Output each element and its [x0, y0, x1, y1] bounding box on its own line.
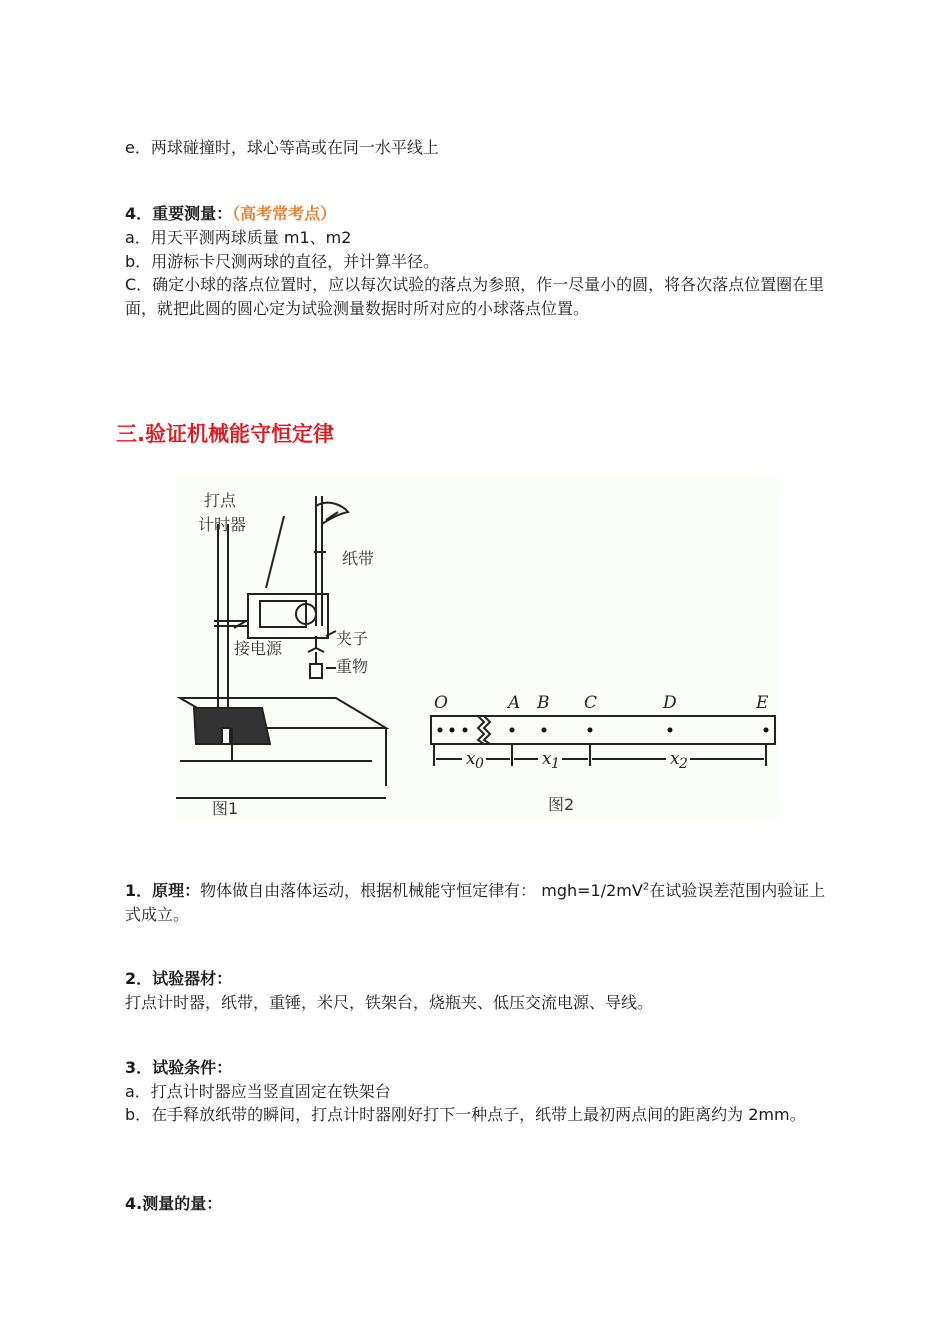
clip-label: 夹子 [336, 629, 369, 648]
principle-paragraph [125, 879, 830, 927]
x1-label: x [542, 749, 552, 769]
point-A: A [508, 693, 521, 713]
point-O: O [434, 693, 448, 713]
section3-heading: 三.验证机械能守恒定律 [116, 422, 334, 446]
conditions-title: 3．试验条件： [125, 1058, 233, 1077]
section4-item-a: a．用天平测两球质量 m1、m2 [125, 228, 352, 247]
x1-subscript: 1 [551, 756, 560, 772]
section4-tag: （高考常考点） [232, 204, 337, 223]
figure-svg [176, 476, 778, 820]
principle-title: 1．原理： [125, 881, 201, 900]
timer-label-2: 计时器 [198, 515, 247, 534]
principle-text: 物体做自由落体运动，根据机械能守恒定律有： mgh=1/2mV [200, 881, 643, 900]
equipment-text: 打点计时器，纸带，重锤，米尺，铁架台，烧瓶夹、低压交流电源、导线。 [125, 993, 654, 1012]
principle-superscript: 2 [642, 881, 650, 893]
fig1-caption: 图1 [212, 799, 239, 818]
point-E: E [756, 693, 769, 713]
experiment-figure [176, 476, 778, 820]
conditions-item-b: b．在手释放纸带的瞬间，打点计时器刚好打下一种点子，纸带上最初两点间的距离约为 2mm。 [125, 1105, 806, 1124]
item-e: e．两球碰撞时，球心等高或在同一水平线上 [125, 138, 439, 157]
tape-label: 纸带 [342, 549, 375, 568]
weight-label: 重物 [336, 657, 369, 676]
measurement-title: 4.测量的量： [125, 1194, 223, 1213]
section4-title: 4．重要测量： [125, 204, 233, 223]
timer-label-1: 打点 [204, 491, 237, 510]
section4-item-c: C．确定小球的落点位置时，应以每次试验的落点为参照，作一尽量小的圆，将各次落点位置圈在里面，就把此圆的圆心定为试验测量数据时所对应的小球落点位置。 [125, 275, 825, 318]
x0-subscript: 0 [475, 756, 484, 772]
x0-label: x [466, 749, 476, 769]
x2-subscript: 2 [679, 756, 688, 772]
section4-item-b: b．用游标卡尺测两球的直径，并计算半径。 [125, 252, 440, 271]
fig2-caption: 图2 [548, 795, 575, 814]
equipment-title: 2．试验器材： [125, 969, 233, 988]
point-D: D [663, 693, 677, 713]
point-C: C [584, 693, 598, 713]
point-B: B [537, 693, 550, 713]
principle-text-2: 在试验误差范围内验证上式成立。 [125, 881, 826, 924]
power-label: 接电源 [234, 639, 283, 658]
section4-title-line [125, 202, 336, 226]
x2-label: x [670, 749, 680, 769]
conditions-item-a: a．打点计时器应当竖直固定在铁架台 [125, 1082, 391, 1101]
